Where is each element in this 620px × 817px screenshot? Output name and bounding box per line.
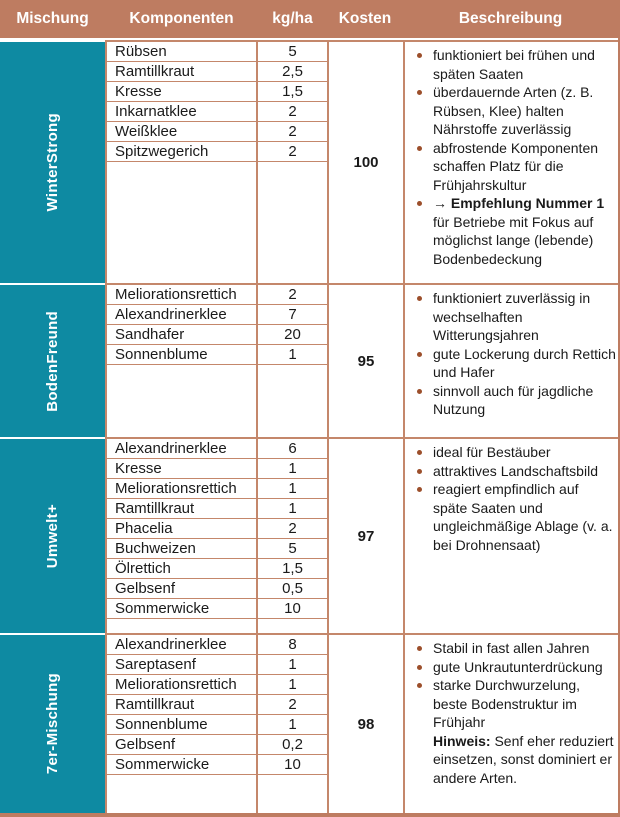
bullet-text: starke Durchwurzelung, beste Bodenstruktur im Frühjahr Hinweis: Senf eher reduziert einsetzen, sonst dominiert er andere Arten. [433,677,614,786]
description-cell [403,40,618,283]
cost-value: 100 [353,154,379,171]
component-name: Sommerwicke [107,599,258,619]
description-cell [403,633,618,813]
component-name: Meliorationsrettich [107,675,258,695]
bullet-text: gute Lockerung durch Rettich und Hafer [433,345,616,380]
cost-cell [327,633,403,813]
component-name: Weißklee [107,122,258,142]
header-mischung: Mischung [16,10,89,27]
component-name: Ramtillkraut [107,499,258,519]
component-kg-value: 7 [258,305,327,325]
component-kg-value: 1 [258,715,327,735]
bullet-icon [417,480,433,554]
bullet-text: funktioniert bei frühen und späten Saaten [433,47,595,82]
component-kg-value: 6 [258,439,327,459]
component-kg-value: 10 [258,599,327,619]
component-name: Buchweizen [107,539,258,559]
component-kg-value: 1 [258,345,327,365]
bullet-icon [417,194,433,268]
components-column [105,633,327,813]
bullet-item [417,639,616,658]
component-row [107,655,327,675]
section-bodenfreund [0,283,618,437]
bullet-icon [417,46,433,83]
component-name: Alexandrinerklee [107,635,258,655]
component-name: Spitzwegerich [107,142,258,162]
component-kg-value: 5 [258,42,327,62]
bullet-item [417,46,616,83]
bullet-item [417,83,616,139]
component-kg-value: 1,5 [258,559,327,579]
bullet-text: funktioniert zuverlässig in wechselhaften Witterungsjahren [433,290,591,343]
bullet-icon [417,345,433,382]
mixture-label: BodenFreund [44,310,61,412]
component-name: Kresse [107,82,258,102]
bullet-icon [417,658,433,677]
component-name: Gelbsenf [107,735,258,755]
component-row-filler [107,619,327,633]
component-name: Ramtillkraut [107,695,258,715]
component-row [107,82,327,102]
component-name: Sareptasenf [107,655,258,675]
cost-value: 98 [357,715,375,733]
cost-cell [327,40,403,283]
components-column [105,283,327,437]
bullet-text: reagiert empfindlich auf späte Saaten und ungleichmäßige Ablage (v. a. bei Drohnensaat) [433,481,613,553]
component-row [107,345,327,365]
header-komponenten: Komponenten [129,10,234,27]
cost-cell [327,437,403,633]
bullet-item [417,480,616,554]
mixture-label: Umwelt+ [44,503,61,569]
component-row [107,599,327,619]
component-kg-value: 2 [258,102,327,122]
bullet-text: überdauernde Arten (z. B. Rübsen, Klee) halten Nährstoffe zuverlässig [433,84,594,137]
bullet-text: Stabil in fast allen Jahren [433,640,590,656]
component-name: Sonnenblume [107,345,258,365]
component-kg-value: 1 [258,479,327,499]
bullet-icon [417,139,433,195]
component-kg-value: 2 [258,519,327,539]
bullet-icon [417,83,433,139]
component-name: Meliorationsrettich [107,479,258,499]
component-row [107,695,327,715]
component-name: Phacelia [107,519,258,539]
component-name: Rübsen [107,42,258,62]
component-kg-value: 1 [258,499,327,519]
bullet-item [417,676,616,787]
component-row [107,755,327,775]
component-name: Gelbsenf [107,579,258,599]
component-kg-value: 2 [258,142,327,162]
bullet-icon [417,462,433,481]
component-name: Alexandrinerklee [107,439,258,459]
section-umwelt [0,437,618,633]
mixture-cell-7er-mischung [0,633,105,813]
component-row [107,519,327,539]
component-kg-value: 5 [258,539,327,559]
bullet-item [417,139,616,195]
mixture-cell-umwelt [0,437,105,633]
mixture-cell-bodenfreund [0,283,105,437]
components-column [105,437,327,633]
component-row [107,459,327,479]
component-kg-value: 2 [258,122,327,142]
bullet-item [417,289,616,345]
bullet-item [417,658,616,677]
section-7er-mischung [0,633,618,813]
bullet-text: ideal für Bestäuber [433,444,551,460]
section-winterstrong [0,40,618,283]
bullet-item [417,194,616,268]
component-kg-value: 10 [258,755,327,775]
component-kg-value: 1 [258,675,327,695]
component-kg-value: 1 [258,459,327,479]
component-row [107,479,327,499]
component-row [107,539,327,559]
component-row [107,635,327,655]
component-name: Meliorationsrettich [107,285,258,305]
cost-value: 95 [357,352,375,370]
component-kg-value: 2,5 [258,62,327,82]
mixture-cell-winterstrong [0,40,105,283]
component-name: Ölrettich [107,559,258,579]
components-column [105,40,327,283]
component-row [107,285,327,305]
bullet-item [417,345,616,382]
bullet-icon [417,676,433,787]
mixture-label: WinterStrong [44,113,61,212]
bullet-item [417,443,616,462]
component-row [107,715,327,735]
component-row [107,62,327,82]
bullet-text: attraktives Landschaftsbild [433,462,598,479]
component-kg-value: 1,5 [258,82,327,102]
bullet-icon [417,289,433,345]
component-name: Inkarnatklee [107,102,258,122]
bullet-text: sinnvoll auch für jagdliche Nutzung [433,382,594,417]
description-cell [403,437,618,633]
bullet-icon [417,639,433,658]
cost-cell [327,283,403,437]
component-row [107,499,327,519]
component-kg-value: 20 [258,325,327,345]
component-kg-value: 0,2 [258,735,327,755]
component-row [107,735,327,755]
component-row [107,579,327,599]
component-kg-value: 1 [258,655,327,675]
cost-value: 97 [357,527,375,545]
mixture-label: 7er-Mischung [44,673,61,775]
bullet-item [417,382,616,419]
component-row-filler [107,365,327,437]
component-name: Sandhafer [107,325,258,345]
bullet-text: → Empfehlung Nummer 1 für Betriebe mit Fokus auf möglichst lange (lebende) Bodenbedeckung [433,195,605,267]
component-row [107,325,327,345]
component-row [107,305,327,325]
header-kosten: Kosten [338,10,392,27]
bullet-icon [417,443,433,462]
table-body [0,40,618,813]
table-header-row [0,0,618,40]
component-name: Kresse [107,459,258,479]
component-name: Alexandrinerklee [107,305,258,325]
component-row-filler [107,775,327,813]
component-name: Sommerwicke [107,755,258,775]
bullet-icon [417,382,433,419]
description-cell [403,283,618,437]
component-row [107,439,327,459]
component-kg-value: 8 [258,635,327,655]
component-name: Sonnenblume [107,715,258,735]
component-row [107,675,327,695]
component-row [107,42,327,62]
component-kg-value: 2 [258,695,327,715]
component-row [107,559,327,579]
component-name: Ramtillkraut [107,62,258,82]
component-row [107,102,327,122]
bullet-text: gute Unkrautunterdrückung [433,658,603,675]
header-kg-ha: kg/ha [272,10,313,27]
header-beschreibung: Beschreibung [458,10,563,27]
component-row-filler [107,162,327,283]
component-kg-value: 2 [258,285,327,305]
component-row [107,122,327,142]
bullet-item [417,462,616,481]
bullet-text: abfrostende Komponenten schaffen Platz für die Frühjahrskultur [433,139,599,193]
component-row [107,142,327,162]
component-kg-value: 0,5 [258,579,327,599]
